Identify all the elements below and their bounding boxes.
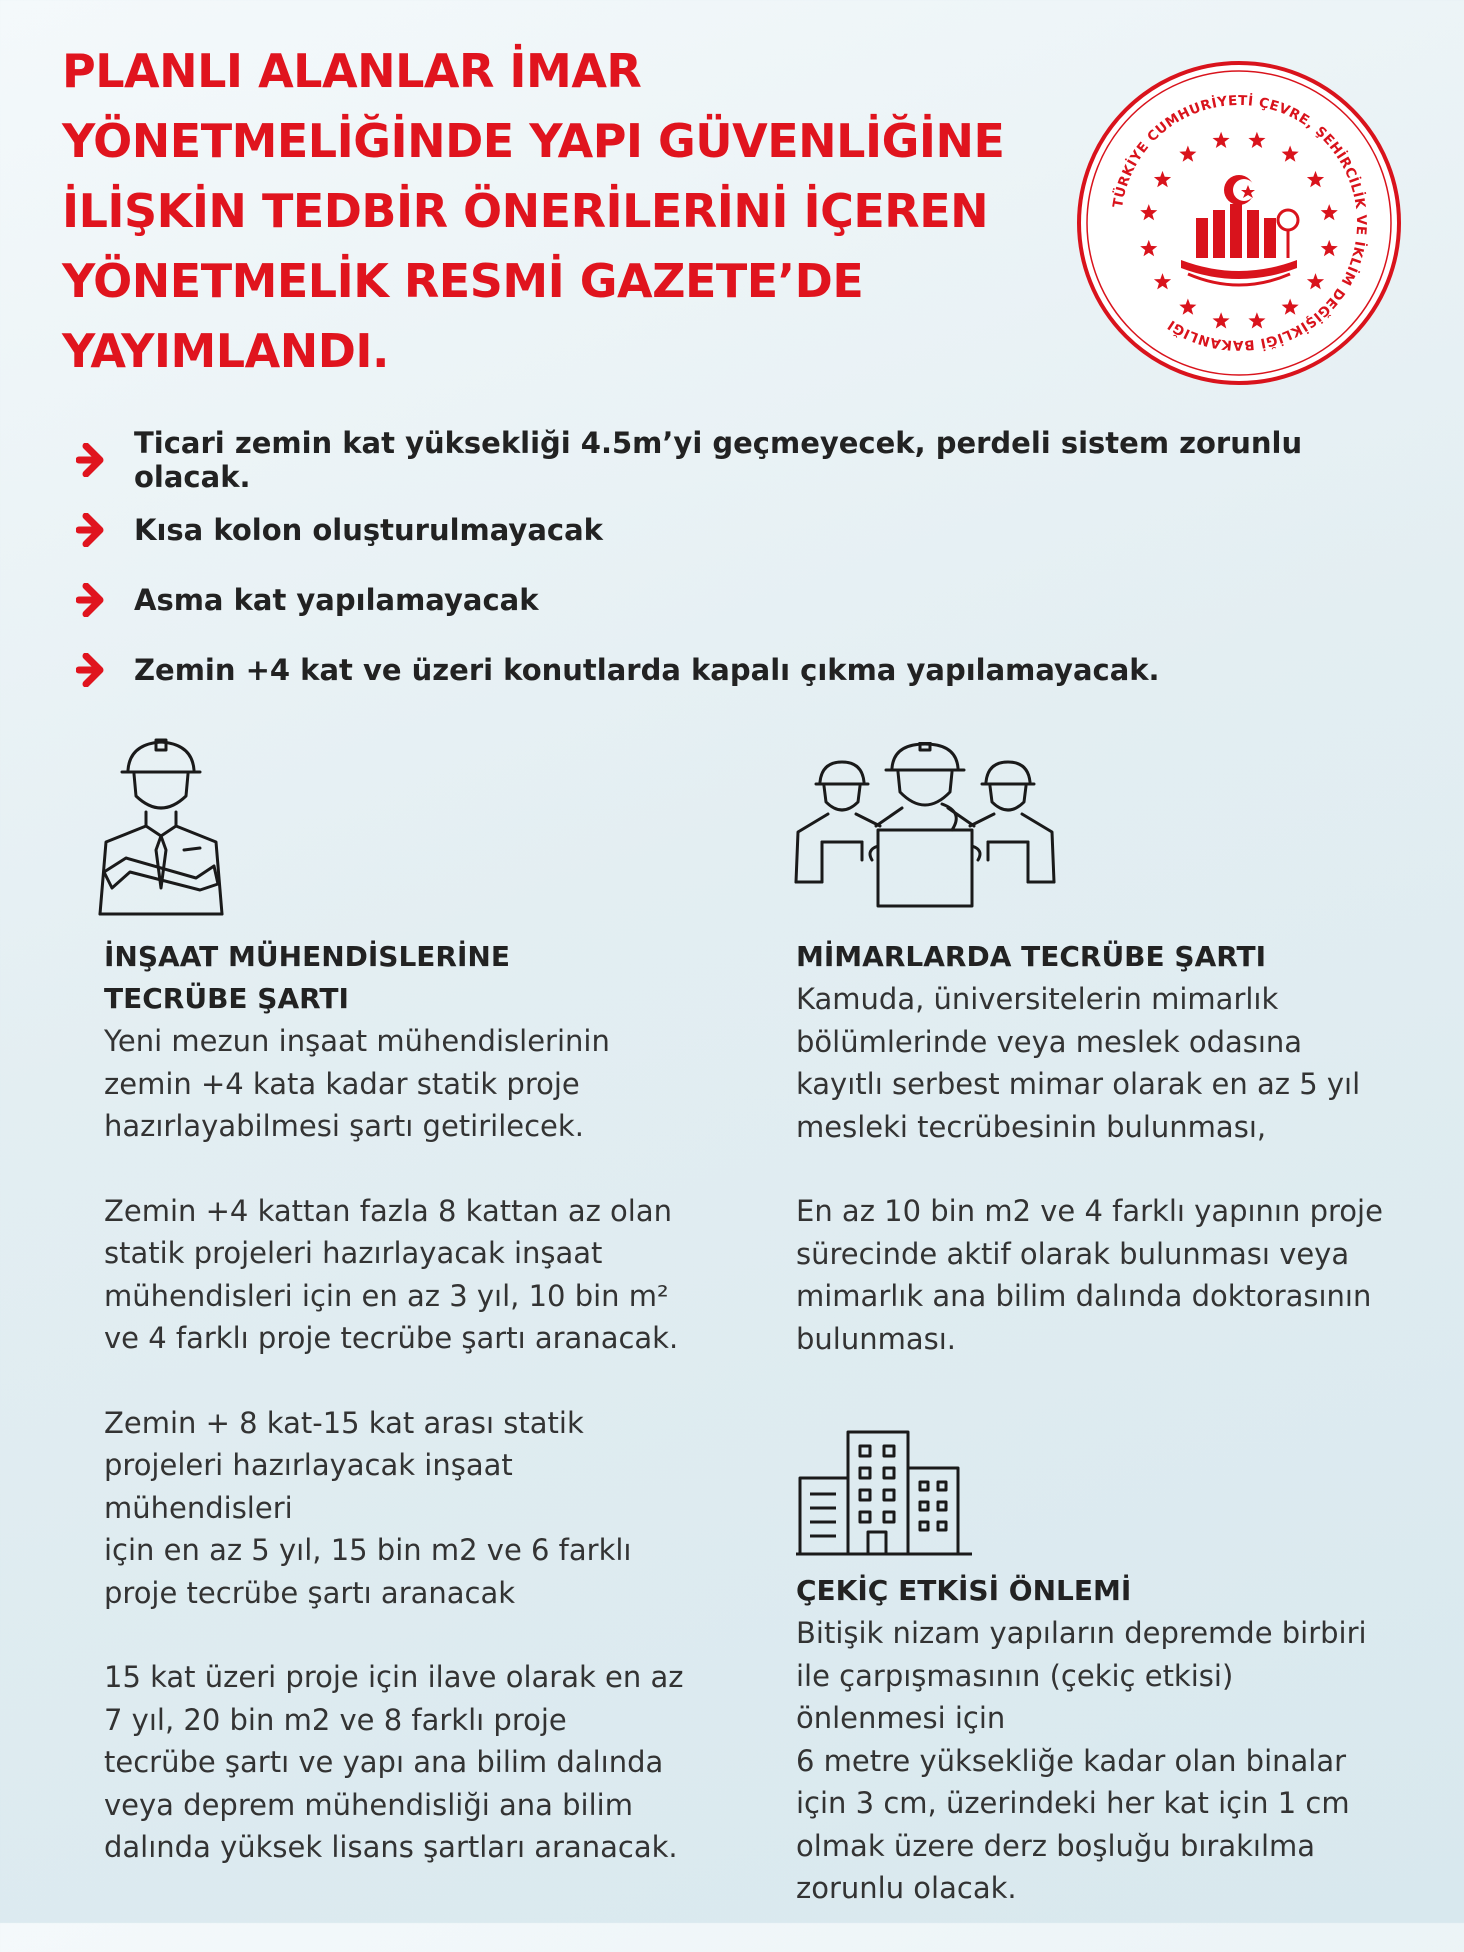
engineers-paragraph: 15 kat üzeri proje için ilave olarak en az 7 yıl, 20 bin m2 ve 8 farklı proje tecrübe şartı ve yapı ana bilim dalında veya deprem mühendisliği ana bilim dalında yüksek lisans şartları aranacak. xyxy=(104,1660,684,1864)
bullet-item xyxy=(76,425,1416,495)
seal-text: TÜRKİYE CUMHURİYETİ ÇEVRE, ŞEHİRCİLİK VE İKLİM DEĞİŞİKLİĞİ BAKANLIĞI xyxy=(1109,92,1370,354)
bullet-text: Ticari zemin kat yüksekliği 4.5m’yi geçmeyecek, perdeli sistem zorunlu olacak. xyxy=(134,426,1303,494)
bullet-item xyxy=(76,565,1416,635)
engineers-paragraph: Yeni mezun inşaat mühendislerinin zemin +4 kata kadar statik proje hazırlayabilmesi şartı getirilecek. xyxy=(104,1024,610,1143)
hammer-effect-title: ÇEKİÇ ETKİSİ ÖNLEMİ xyxy=(796,1574,1132,1607)
arrow-right-icon xyxy=(76,653,110,687)
bullet-text: Zemin +4 kat ve üzeri konutlarda kapalı çıkma yapılamayacak. xyxy=(134,653,1160,687)
buildings-icon xyxy=(796,1428,976,1558)
hammer-effect-paragraph: Bitişik nizam yapıların depremde birbiri ile çarpışmasının (çekiç etkisi) önlenmesi için 6 metre yüksekliğe kadar olan binalar için 3 cm, üzerindeki her kat için 1 cm olmak üzere derz boşluğu bırakılma zorunlu olacak. xyxy=(796,1616,1367,1905)
architects-section xyxy=(796,936,1396,1402)
engineers-section xyxy=(104,936,704,1911)
ministry-seal-icon xyxy=(1076,60,1402,386)
engineer-icon xyxy=(96,738,226,916)
architects-paragraph: Kamuda, üniversitelerin mimarlık bölümlerinde veya meslek odasına kayıtlı serbest mimar olarak en az 5 yıl mesleki tecrübesinin bulunması, xyxy=(796,982,1361,1144)
bullet-text: Kısa kolon oluşturulmayacak xyxy=(134,513,603,547)
engineers-title: İNŞAAT MÜHENDİSLERİNE TECRÜBE ŞARTI xyxy=(104,940,510,1015)
arrow-right-icon xyxy=(76,583,110,617)
hammer-effect-section xyxy=(796,1570,1396,1952)
arrow-right-icon xyxy=(76,513,110,547)
bullet-list xyxy=(76,425,1416,705)
arrow-right-icon xyxy=(76,443,110,477)
page-title: PLANLI ALANLAR İMAR YÖNETMELİĞİNDE YAPI GÜVENLİĞİNE İLİŞKİN TEDBİR ÖNERİLERİNİ İÇEREN YÖNETMELİK RESMİ GAZETE’DE YAYIMLANDI. xyxy=(62,44,1005,378)
engineers-paragraph: Zemin + 8 kat-15 kat arası statik projeleri hazırlayacak inşaat mühendisleri için en az 5 yıl, 15 bin m2 ve 6 farklı proje tecrübe şartı aranacak xyxy=(104,1405,632,1610)
architects-paragraph: En az 10 bin m2 ve 4 farklı yapının proje sürecinde aktif olarak bulunması veya mimarlık ana bilim dalında doktorasının bulunması. xyxy=(796,1194,1383,1356)
bullet-text: Asma kat yapılamayacak xyxy=(134,583,539,617)
bullet-item xyxy=(76,635,1416,705)
engineers-paragraph: Zemin +4 kattan fazla 8 kattan az olan statik projeleri hazırlayacak inşaat mühendisleri için en az 3 yıl, 10 bin m² ve 4 farklı proje tecrübe şartı aranacak. xyxy=(104,1193,679,1355)
architects-group-icon xyxy=(792,742,1058,912)
bullet-item xyxy=(76,495,1416,565)
architects-title: MİMARLARDA TECRÜBE ŞARTI xyxy=(796,940,1267,973)
